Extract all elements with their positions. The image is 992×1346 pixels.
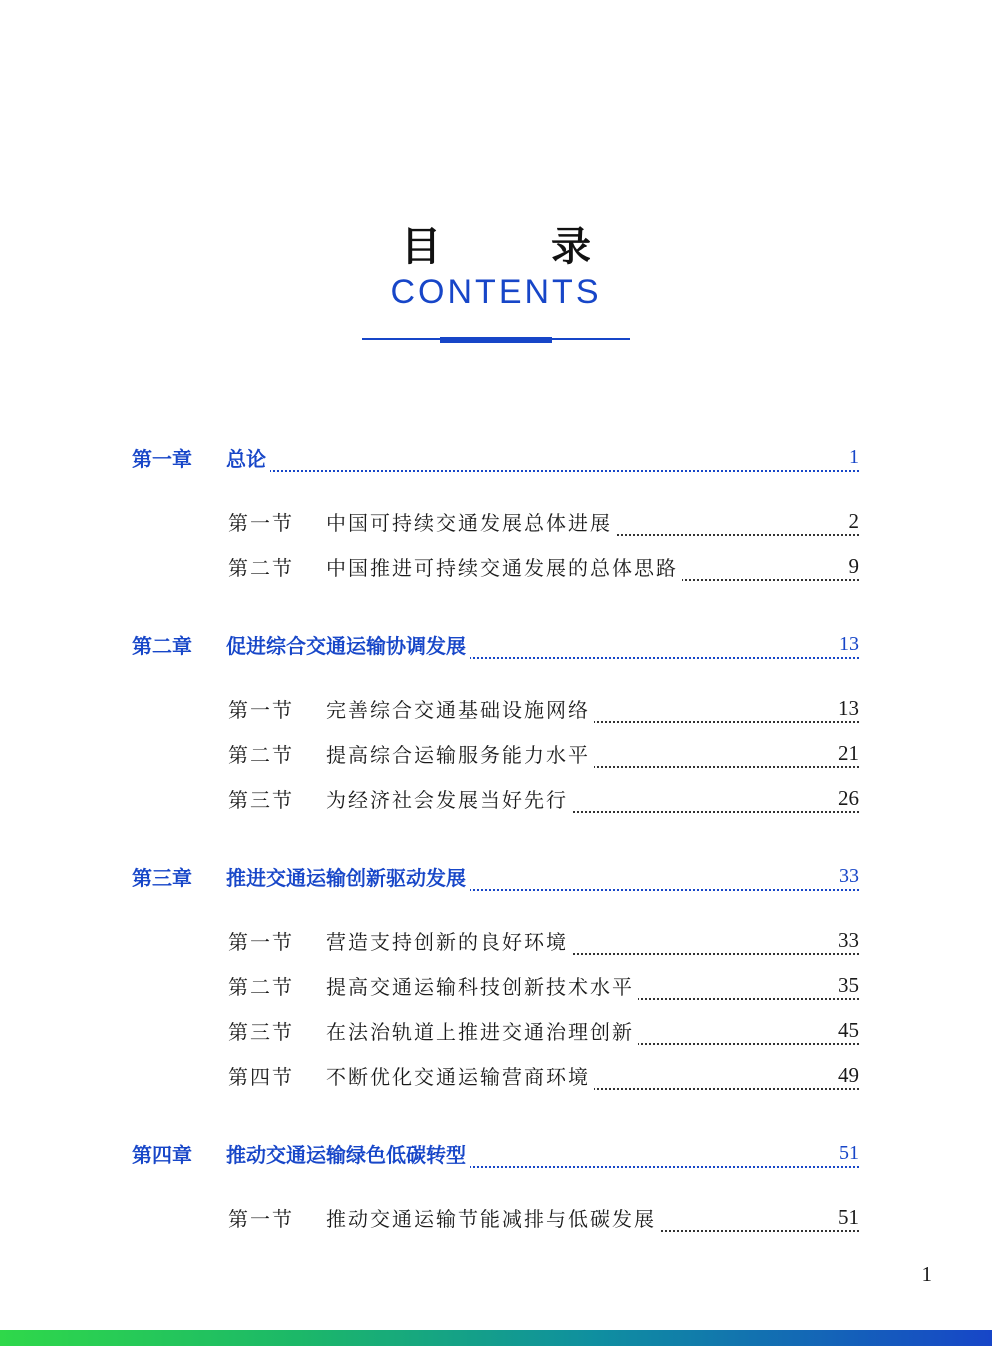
section-title: 提高交通运输科技创新技术水平 (326, 971, 638, 1000)
section-number: 第一节 (228, 510, 294, 535)
chapter-title: 推进交通运输创新驱动发展 (226, 862, 470, 891)
chapter-number: 第一章 (132, 446, 192, 471)
page-title: 目 录 (401, 224, 639, 270)
section-title: 中国可持续交通发展总体进展 (326, 507, 616, 536)
section-page: 33 (834, 928, 859, 953)
section-number: 第二节 (228, 974, 294, 999)
section-page: 2 (845, 509, 860, 534)
page-number: 1 (921, 1262, 932, 1286)
section-number: 第四节 (228, 1064, 294, 1089)
section-page: 26 (834, 786, 859, 811)
toc-chapter-2[interactable] (0, 627, 992, 661)
section-number: 第三节 (228, 1019, 294, 1044)
toc-section[interactable] (0, 736, 992, 770)
page-subtitle: CONTENTS (390, 273, 602, 311)
section-title: 完善综合交通基础设施网络 (326, 694, 594, 723)
section-page: 13 (834, 696, 859, 721)
title-divider-accent (440, 337, 552, 343)
chapter-title: 推动交通运输绿色低碳转型 (226, 1139, 470, 1168)
section-number: 第二节 (228, 742, 294, 767)
section-title: 推动交通运输节能减排与低碳发展 (326, 1203, 660, 1232)
toc-section[interactable] (0, 923, 992, 957)
gradient-footer-bar (0, 1330, 992, 1346)
chapter-title: 总论 (226, 443, 270, 472)
section-title: 提高综合运输服务能力水平 (326, 739, 594, 768)
toc-section[interactable] (0, 1058, 992, 1092)
section-number: 第一节 (228, 929, 294, 954)
section-number: 第一节 (228, 1206, 294, 1231)
chapter-page: 33 (835, 865, 859, 888)
section-title: 中国推进可持续交通发展的总体思路 (326, 552, 682, 581)
chapter-number: 第二章 (132, 633, 192, 658)
section-page: 45 (834, 1018, 859, 1043)
section-page: 49 (834, 1063, 859, 1088)
toc-chapter-3[interactable] (0, 859, 992, 893)
chapter-page: 13 (835, 633, 859, 656)
toc-section[interactable] (0, 504, 992, 538)
section-title: 在法治轨道上推进交通治理创新 (326, 1016, 638, 1045)
toc-section[interactable] (0, 691, 992, 725)
section-number: 第二节 (228, 555, 294, 580)
leader-dots (226, 450, 859, 472)
chapter-title: 促进综合交通运输协调发展 (226, 630, 470, 659)
section-page: 9 (845, 554, 860, 579)
toc-section[interactable] (0, 968, 992, 1002)
section-page: 51 (834, 1205, 859, 1230)
chapter-number: 第四章 (132, 1142, 192, 1167)
toc-section[interactable] (0, 1013, 992, 1047)
chapter-page: 1 (845, 446, 859, 469)
section-number: 第一节 (228, 697, 294, 722)
section-title: 营造支持创新的良好环境 (326, 926, 572, 955)
section-number: 第三节 (228, 787, 294, 812)
toc-chapter-1[interactable] (0, 440, 992, 474)
section-page: 35 (834, 973, 859, 998)
toc-section[interactable] (0, 1200, 992, 1234)
section-title: 不断优化交通运输营商环境 (326, 1061, 594, 1090)
toc-section[interactable] (0, 781, 992, 815)
section-title: 为经济社会发展当好先行 (326, 784, 572, 813)
toc-section[interactable] (0, 549, 992, 583)
toc-chapter-4[interactable] (0, 1136, 992, 1170)
chapter-page: 51 (835, 1142, 859, 1165)
section-page: 21 (834, 741, 859, 766)
chapter-number: 第三章 (132, 865, 192, 890)
